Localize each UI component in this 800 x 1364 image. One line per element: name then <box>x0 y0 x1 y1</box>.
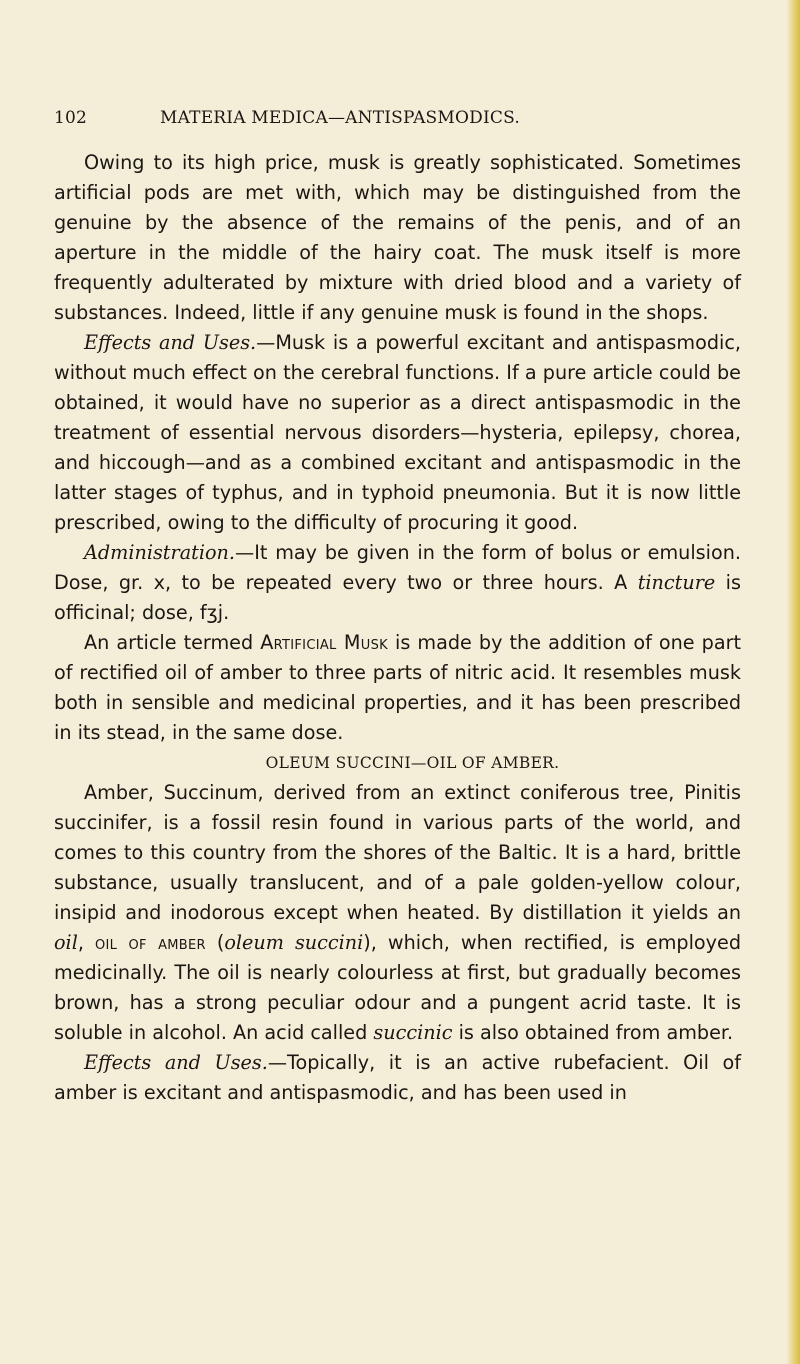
running-title: MATERIA MEDICA—ANTISPASMODICS. <box>160 108 520 128</box>
paragraph-text: is also obtained from amber. <box>452 1021 734 1044</box>
paragraph-text: —It may be given in the form of bolus or emulsion. Dose, gr. x, to be repeated every two or three hours. A <box>54 541 741 594</box>
paragraph-text: is made by the addition of one part of rectified oil of amber to three parts of nitric acid. It resembles musk both in sensible and medicinal properties, and it has been prescribed in its stead, in the same dose. <box>54 631 742 744</box>
oil-of-amber-term: oil of amber <box>94 931 206 954</box>
paragraph-text: —Topically, it is an active rubefacient. Oil of amber is excitant and antispasmodic, and has been used in <box>54 1051 741 1104</box>
subheading-effects-and-uses: Effects and Uses. <box>84 1051 268 1074</box>
succinic-term: succinic <box>373 1021 453 1044</box>
oil-term: oil <box>54 931 78 954</box>
paragraph-text: An article termed <box>84 631 261 654</box>
paragraph-text: Amber, Succinum, derived from an extinct coniferous tree, Pinitis succinifer, is a fossil resin found in various parts of the world, and comes to this country from the shores of the Baltic. It is a hard, brittle substance, usually translucent, and of a pale golden-yellow colour, insipid and inodorous except when heated. By distillation it yields an <box>54 781 741 924</box>
body-text <box>54 148 741 1108</box>
paragraph-amber-description <box>54 778 741 1048</box>
page-edge <box>786 0 800 1364</box>
paragraph-amber-effects <box>54 1048 741 1108</box>
oleum-succini-term: oleum succini <box>224 931 364 954</box>
paragraph-musk-administration <box>54 538 741 628</box>
subheading-administration: Administration. <box>84 541 235 564</box>
section-title: OLEUM SUCCINI—OIL OF AMBER. <box>265 754 560 772</box>
tincture-term: tincture <box>637 571 716 594</box>
subheading-effects-and-uses: Effects and Uses. <box>84 331 257 354</box>
paragraph-musk-effects <box>54 328 741 538</box>
paragraph-artificial-musk <box>54 628 741 748</box>
page-number: 102 <box>54 108 88 128</box>
page-header <box>54 108 744 138</box>
paragraph-text: is officinal; dose, fʒj. <box>54 571 741 624</box>
punctuation: ( <box>205 931 225 954</box>
paragraph-text: ), which, when rectified, is employed medicinally. The oil is nearly colourless at first, but gradually becomes brown, has a strong peculiar odour and a pungent acrid taste. It is soluble in alcohol. An acid called <box>54 931 741 1044</box>
artificial-musk-term: Artificial Musk <box>260 631 388 654</box>
punctuation: , <box>77 931 95 954</box>
paragraph-text: Owing to its high price, musk is greatly sophisticated. Sometimes artificial pods are met with, which may be distinguished from the genuine by the absence of the remains of the penis, and of an aperture in the middle of the hairy coat. The musk itself is more frequently adulterated by mixture with dried blood and a variety of substances. Indeed, little if any genuine musk is found in the shops. <box>54 151 741 324</box>
paragraph-musk-adulteration <box>54 148 741 328</box>
paragraph-text: —Musk is a powerful excitant and antispasmodic, without much effect on the cerebral functions. If a pure article could be obtained, it would have no superior as a direct antispasmodic in the treatment of essential nervous disorders—hysteria, epilepsy, chorea, and hiccough—and as a combined excitant and antispasmodic in the latter stages of typhus, and in typhoid pneumonia. But it is now little prescribed, owing to the difficulty of procuring it good. <box>54 331 742 534</box>
